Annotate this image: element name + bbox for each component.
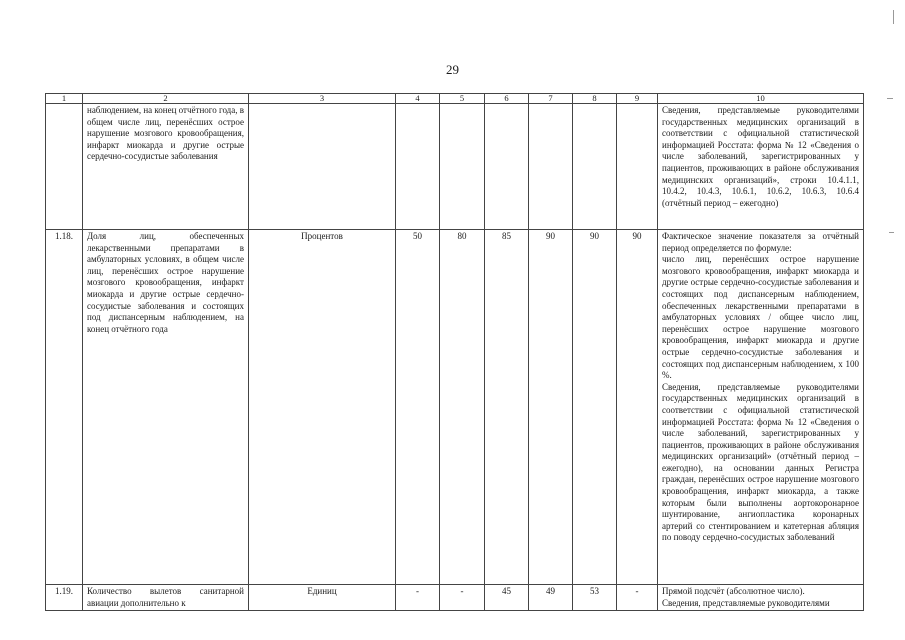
note-paragraph: Прямой подсчёт (абсолютное число). [662, 586, 805, 596]
unit-cell [249, 104, 396, 230]
value-cell [440, 104, 485, 230]
value-cell: - [440, 585, 485, 611]
value-cell: - [396, 585, 440, 611]
value-cell: 80 [440, 230, 485, 585]
column-header-row [46, 94, 864, 104]
page-number: 29 [446, 62, 459, 77]
value-cell: 50 [396, 230, 440, 585]
column-header: 4 [396, 94, 440, 104]
table-row [46, 585, 864, 611]
note-paragraph: Сведения, представляемые руководителями государственных медицинских организаций в соответствии с официальной статистической информацией Росстата: форма № 12 «Сведения о числе заболеваний, зарегистрированных у пациентов, проживающих в районе обслуживания медицинских организаций», строки 10.4.1.1, 10.4.2, 10.4.3, 10.6.1, 10.6.2, 10.6.3, 10.6.4 (отчётный период – ежегодно) [662, 105, 859, 208]
value-cell [573, 104, 617, 230]
column-header: 3 [249, 94, 396, 104]
value-cell: 45 [485, 585, 529, 611]
unit-cell: Процентов [249, 230, 396, 585]
table-row [46, 230, 864, 585]
row-number: 1.19. [46, 585, 83, 611]
scan-mark [887, 98, 893, 99]
column-header: 10 [658, 94, 864, 104]
value-cell: - [617, 585, 658, 611]
scan-mark [893, 10, 894, 24]
method-note [658, 585, 864, 611]
indicator-name: Количество вылетов санитарной авиации дополнительно к [83, 585, 249, 611]
row-number: 1.18. [46, 230, 83, 585]
table-row [46, 104, 864, 230]
value-cell: 90 [617, 230, 658, 585]
indicators-table [45, 93, 864, 611]
note-paragraph: число лиц, перенёсших острое нарушение мозгового кровообращения, инфаркт миокарда и другие острые сердечно-сосудистые заболевания и состоящих под диспансерным наблюдением, обеспеченных лекарственными препаратами в амбулаторных условиях / общее число лиц, перенёсших острое нарушение мозгового кровообращения, инфаркт миокарда и другие острые сердечно-сосудистые заболевания и состоящих под диспансерным наблюдением, х 100 %. [662, 254, 859, 381]
value-cell: 85 [485, 230, 529, 585]
note-paragraph: Сведения, представляемые руководителями государственных медицинских организаций в соответствии с официальной статистической информацией Росстата: форма № 12 «Сведения о числе заболеваний, зарегистрированных у пациентов, проживающих в районе обслуживания медицинских организаций» (отчётный период – ежегодно), на основании данных Регистра граждан, перенёсших острое нарушение мозгового кровообращения, инфаркт миокарда, а также которым были выполнены аортокоронарное шунтирование, ангиопластика коронарных артерий со стентированием и катетерная абляция по поводу сердечно-сосудистых заболеваний [662, 381, 859, 543]
column-header: 1 [46, 94, 83, 104]
row-number [46, 104, 83, 230]
column-header: 5 [440, 94, 485, 104]
column-header: 6 [485, 94, 529, 104]
value-cell: 90 [529, 230, 573, 585]
column-header: 7 [529, 94, 573, 104]
value-cell [485, 104, 529, 230]
indicator-name: наблюдением, на конец отчётного года, в общем числе лиц, перенёсших острое нарушение мозгового кровообращения, инфаркт миокарда и другие острые сердечно-сосудистые заболевания [83, 104, 249, 230]
method-note [658, 230, 864, 585]
scan-mark [889, 232, 894, 233]
method-note [658, 104, 864, 230]
value-cell: 49 [529, 585, 573, 611]
column-header: 8 [573, 94, 617, 104]
value-cell [529, 104, 573, 230]
value-cell [396, 104, 440, 230]
value-cell: 53 [573, 585, 617, 611]
indicator-name: Доля лиц, обеспеченных лекарственными препаратами в амбулаторных условиях, в общем числе лиц, перенёсших острое нарушение мозгового кровообращения, инфаркт миокарда и другие острые сердечно-сосудистые заболевания и состоящих под диспансерным наблюдением, на конец отчётного года [83, 230, 249, 585]
unit-cell: Единиц [249, 585, 396, 611]
value-cell: 90 [573, 230, 617, 585]
value-cell [617, 104, 658, 230]
note-paragraph: Фактическое значение показателя за отчётный период определяется по формуле: [662, 231, 859, 253]
column-header: 9 [617, 94, 658, 104]
column-header: 2 [83, 94, 249, 104]
note-paragraph: Сведения, представляемые руководителями [662, 597, 830, 608]
